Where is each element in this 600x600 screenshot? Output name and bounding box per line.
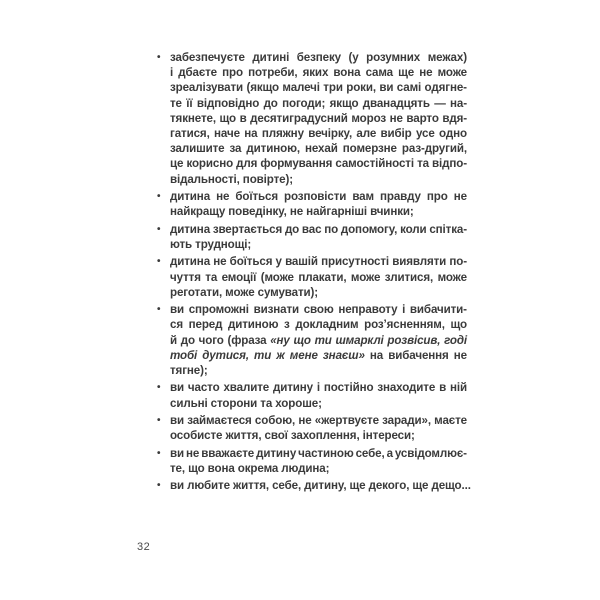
- text: тягне);: [170, 363, 208, 377]
- word: яких: [302, 66, 329, 80]
- word: визнати: [253, 303, 300, 317]
- word: вас: [301, 222, 322, 236]
- word: пляжну: [261, 126, 304, 140]
- word: коли: [400, 222, 427, 236]
- word: вибір: [380, 126, 412, 140]
- text-line: [170, 222, 467, 237]
- word: може: [437, 66, 467, 80]
- word: маєте: [434, 414, 467, 428]
- word: дутися,: [202, 348, 249, 362]
- word: залишите: [170, 142, 225, 156]
- word: варто: [406, 111, 439, 125]
- word: спітка-: [429, 222, 467, 236]
- list-item-text: [170, 222, 467, 252]
- word: у: [275, 255, 282, 269]
- word: забезпечуєте: [170, 51, 245, 64]
- word: вибачити-: [409, 303, 467, 317]
- text: реготати, може сумувати);: [170, 285, 319, 299]
- word: до: [180, 333, 195, 347]
- text-line: [170, 204, 467, 219]
- word: це: [170, 157, 184, 171]
- word: часто: [187, 381, 220, 395]
- text-line: [170, 446, 467, 461]
- word: гатися,: [170, 126, 210, 140]
- word: ви: [170, 414, 185, 428]
- word: а: [386, 446, 393, 460]
- word: вечірку,: [308, 126, 353, 140]
- word: не: [419, 66, 433, 80]
- word: по: [324, 222, 339, 236]
- word: одно: [439, 126, 467, 140]
- bullet-icon: •: [157, 304, 161, 316]
- word: звертається: [212, 222, 283, 236]
- word: ви: [170, 446, 185, 460]
- word: чого: [198, 333, 224, 347]
- list-item: [157, 254, 467, 300]
- list-item-text: [170, 478, 471, 493]
- word: дитина: [170, 222, 211, 236]
- word: (фраза: [227, 333, 267, 347]
- word: її: [186, 96, 193, 110]
- word: погоди;: [282, 96, 326, 110]
- text: найкращу поведінку, не найгарніші вчинки;: [170, 205, 414, 219]
- word: та: [205, 270, 218, 284]
- word: сама: [365, 66, 393, 80]
- word: усе: [415, 126, 435, 140]
- word: мене: [289, 348, 318, 362]
- word: безпеку: [296, 51, 341, 64]
- text-line: [170, 141, 467, 156]
- word: ній: [449, 381, 467, 395]
- list-item: [157, 413, 467, 443]
- word: шмарклі: [335, 333, 384, 347]
- text-line: [170, 396, 467, 411]
- text-line: [170, 413, 467, 428]
- word: відповідно: [196, 96, 260, 110]
- word: що: [450, 318, 467, 332]
- word: виявляти: [392, 255, 447, 269]
- word: самостійності: [335, 157, 414, 171]
- text-line: [170, 156, 467, 171]
- word: емоції: [221, 270, 257, 284]
- word: в: [239, 111, 247, 125]
- word: ти: [254, 348, 272, 362]
- list-item-text: [170, 254, 467, 300]
- word: годі: [444, 333, 467, 347]
- word: й: [170, 333, 178, 347]
- word: вона: [333, 66, 361, 80]
- word: не: [453, 189, 467, 203]
- word: формування: [260, 157, 333, 171]
- list-item-text: [170, 302, 467, 378]
- word: з: [284, 318, 290, 332]
- word: займаєтеся: [187, 414, 252, 428]
- text-line: [170, 189, 467, 204]
- word: усвідомлює-: [394, 446, 467, 460]
- word: до: [263, 96, 278, 110]
- text-line: [170, 302, 467, 317]
- word: частиною: [298, 446, 354, 460]
- list-item-text: [170, 189, 467, 219]
- word: вам: [352, 189, 374, 203]
- word: в: [439, 381, 447, 395]
- word: малечі: [282, 81, 320, 95]
- word: «ну: [270, 333, 290, 347]
- word: померзне: [342, 142, 397, 156]
- word: і: [170, 66, 174, 80]
- word: дванадцять: [362, 96, 430, 110]
- word: про: [222, 66, 243, 80]
- word: про: [426, 189, 448, 203]
- word: неправоту: [338, 303, 398, 317]
- word: заради»,: [382, 414, 431, 428]
- word: перед: [188, 318, 223, 332]
- text-line: [170, 126, 467, 141]
- word: —: [434, 96, 446, 110]
- text: те, що вона окрема людина;: [170, 461, 330, 475]
- word: три: [323, 81, 343, 95]
- word: ти: [314, 333, 332, 347]
- word: роз’ясненням,: [364, 318, 445, 332]
- text-line: [170, 65, 467, 80]
- word: плакати,: [298, 270, 347, 284]
- word: не: [453, 348, 467, 362]
- word: що: [219, 111, 236, 125]
- word: розвісив,: [387, 333, 441, 347]
- word: не: [389, 111, 403, 125]
- page-number: 32: [137, 541, 151, 553]
- word: і: [316, 381, 321, 395]
- word: «жертвуєте: [314, 414, 379, 428]
- word: (якщо: [246, 81, 279, 95]
- bullet-icon: •: [157, 415, 161, 427]
- word: і: [402, 303, 406, 317]
- word: те: [170, 96, 182, 110]
- bulleted-list: [157, 50, 471, 496]
- word: допомогу,: [340, 222, 398, 236]
- text-line: [170, 428, 467, 443]
- word: присутності: [321, 255, 390, 269]
- word: та: [417, 157, 429, 171]
- text: сильні сторони та хороше;: [170, 396, 322, 410]
- list-item: [157, 446, 467, 476]
- list-item: [157, 222, 467, 252]
- text-line: [170, 254, 467, 269]
- word: дитиною,: [246, 142, 300, 156]
- word: розповісти: [284, 189, 347, 203]
- word: на: [244, 126, 258, 140]
- text-line: [170, 172, 467, 187]
- text-line: [170, 478, 471, 493]
- word: по-: [449, 255, 467, 269]
- word: дитину: [272, 381, 314, 395]
- word: розумних: [366, 51, 421, 64]
- list-item: [157, 478, 471, 493]
- word: до: [284, 222, 300, 236]
- text-line: [170, 333, 467, 348]
- word: дитиною: [227, 318, 279, 332]
- word: ще: [398, 66, 415, 80]
- word: не: [298, 414, 312, 428]
- word: ви: [170, 381, 185, 395]
- word: самі: [396, 81, 422, 95]
- word: за: [229, 142, 242, 156]
- word: не: [216, 189, 230, 203]
- word: вважаєте: [201, 446, 255, 460]
- text-line: [170, 363, 467, 378]
- word: може: [350, 270, 381, 284]
- word: спроможні: [188, 303, 249, 317]
- list-item-text: [170, 413, 467, 443]
- text: відальності, повірте);: [170, 172, 293, 186]
- word: дитину: [256, 446, 297, 460]
- text-line: [170, 285, 467, 300]
- word: вдя-: [442, 111, 467, 125]
- bullet-icon: •: [157, 382, 161, 394]
- text-line: [170, 461, 467, 476]
- word: роки,: [346, 81, 376, 95]
- word: (у: [348, 51, 359, 64]
- text-line: [170, 50, 467, 65]
- text: ють труднощі;: [170, 237, 252, 251]
- list-item: [157, 50, 467, 187]
- word: ви: [379, 81, 394, 95]
- word: ви: [170, 303, 185, 317]
- word: чуття: [170, 270, 201, 284]
- list-item-text: [170, 50, 467, 187]
- word: дитина: [170, 189, 211, 203]
- text: ви любите життя, себе, дитину, ще декого, ще дещо...: [170, 479, 471, 493]
- word: на-: [450, 96, 467, 110]
- word: правду: [380, 189, 421, 203]
- bullet-icon: •: [157, 223, 161, 235]
- word: але: [356, 126, 377, 140]
- word: не: [213, 255, 227, 269]
- text-line: [170, 348, 467, 363]
- list-item-text: [170, 446, 467, 476]
- word: що: [293, 333, 311, 347]
- word: мороз: [351, 111, 387, 125]
- text-line: [170, 96, 467, 111]
- word: постійно: [323, 381, 374, 395]
- text-line: [170, 237, 467, 252]
- list-item: [157, 189, 467, 219]
- word: якщо: [329, 96, 359, 110]
- word: може: [437, 270, 467, 284]
- bullet-icon: •: [157, 52, 161, 63]
- word: ж: [276, 348, 285, 362]
- word: ся: [170, 318, 183, 332]
- word: себе,: [355, 446, 385, 460]
- word: дитині: [252, 51, 290, 64]
- text: особисте життя, свої захоплення, інтереси;: [170, 429, 415, 443]
- word: боїться: [235, 189, 278, 203]
- word: межах): [427, 51, 467, 64]
- word: на: [369, 348, 384, 362]
- word: докладним: [295, 318, 359, 332]
- word: тякнете,: [170, 111, 216, 125]
- text-line: [170, 317, 467, 332]
- text-line: [170, 380, 467, 395]
- word: вашій: [285, 255, 318, 269]
- word: свою: [303, 303, 334, 317]
- word: тобі: [170, 348, 198, 362]
- word: хвалите: [223, 381, 270, 395]
- list-item-text: [170, 380, 467, 410]
- word: відпо-: [432, 157, 467, 171]
- word: потреби,: [248, 66, 298, 80]
- word: злитися,: [384, 270, 434, 284]
- bullet-icon: •: [157, 480, 161, 492]
- word: корисно: [186, 157, 234, 171]
- word: раз-другий,: [401, 142, 467, 156]
- word: дитина: [170, 255, 211, 269]
- word: знаходите: [377, 381, 436, 395]
- word: нехай: [304, 142, 338, 156]
- word: зреалізувати: [170, 81, 244, 95]
- word: не: [186, 446, 200, 460]
- word: вибачення: [388, 348, 449, 362]
- word: наче: [214, 126, 240, 140]
- word: (може: [260, 270, 294, 284]
- word: собою,: [254, 414, 296, 428]
- word: дбаєте: [178, 66, 218, 80]
- text-line: [170, 270, 467, 285]
- word: для: [236, 157, 258, 171]
- word: боїться: [229, 255, 273, 269]
- bullet-icon: •: [157, 447, 161, 459]
- word: одягне-: [424, 81, 467, 95]
- word: десятиградусний: [250, 111, 348, 125]
- word: знаєш»: [322, 348, 365, 362]
- bullet-icon: •: [157, 256, 161, 268]
- text-line: [170, 111, 467, 126]
- bullet-icon: •: [157, 190, 161, 202]
- list-item: [157, 380, 467, 410]
- list-item: [157, 302, 467, 378]
- text-line: [170, 80, 467, 95]
